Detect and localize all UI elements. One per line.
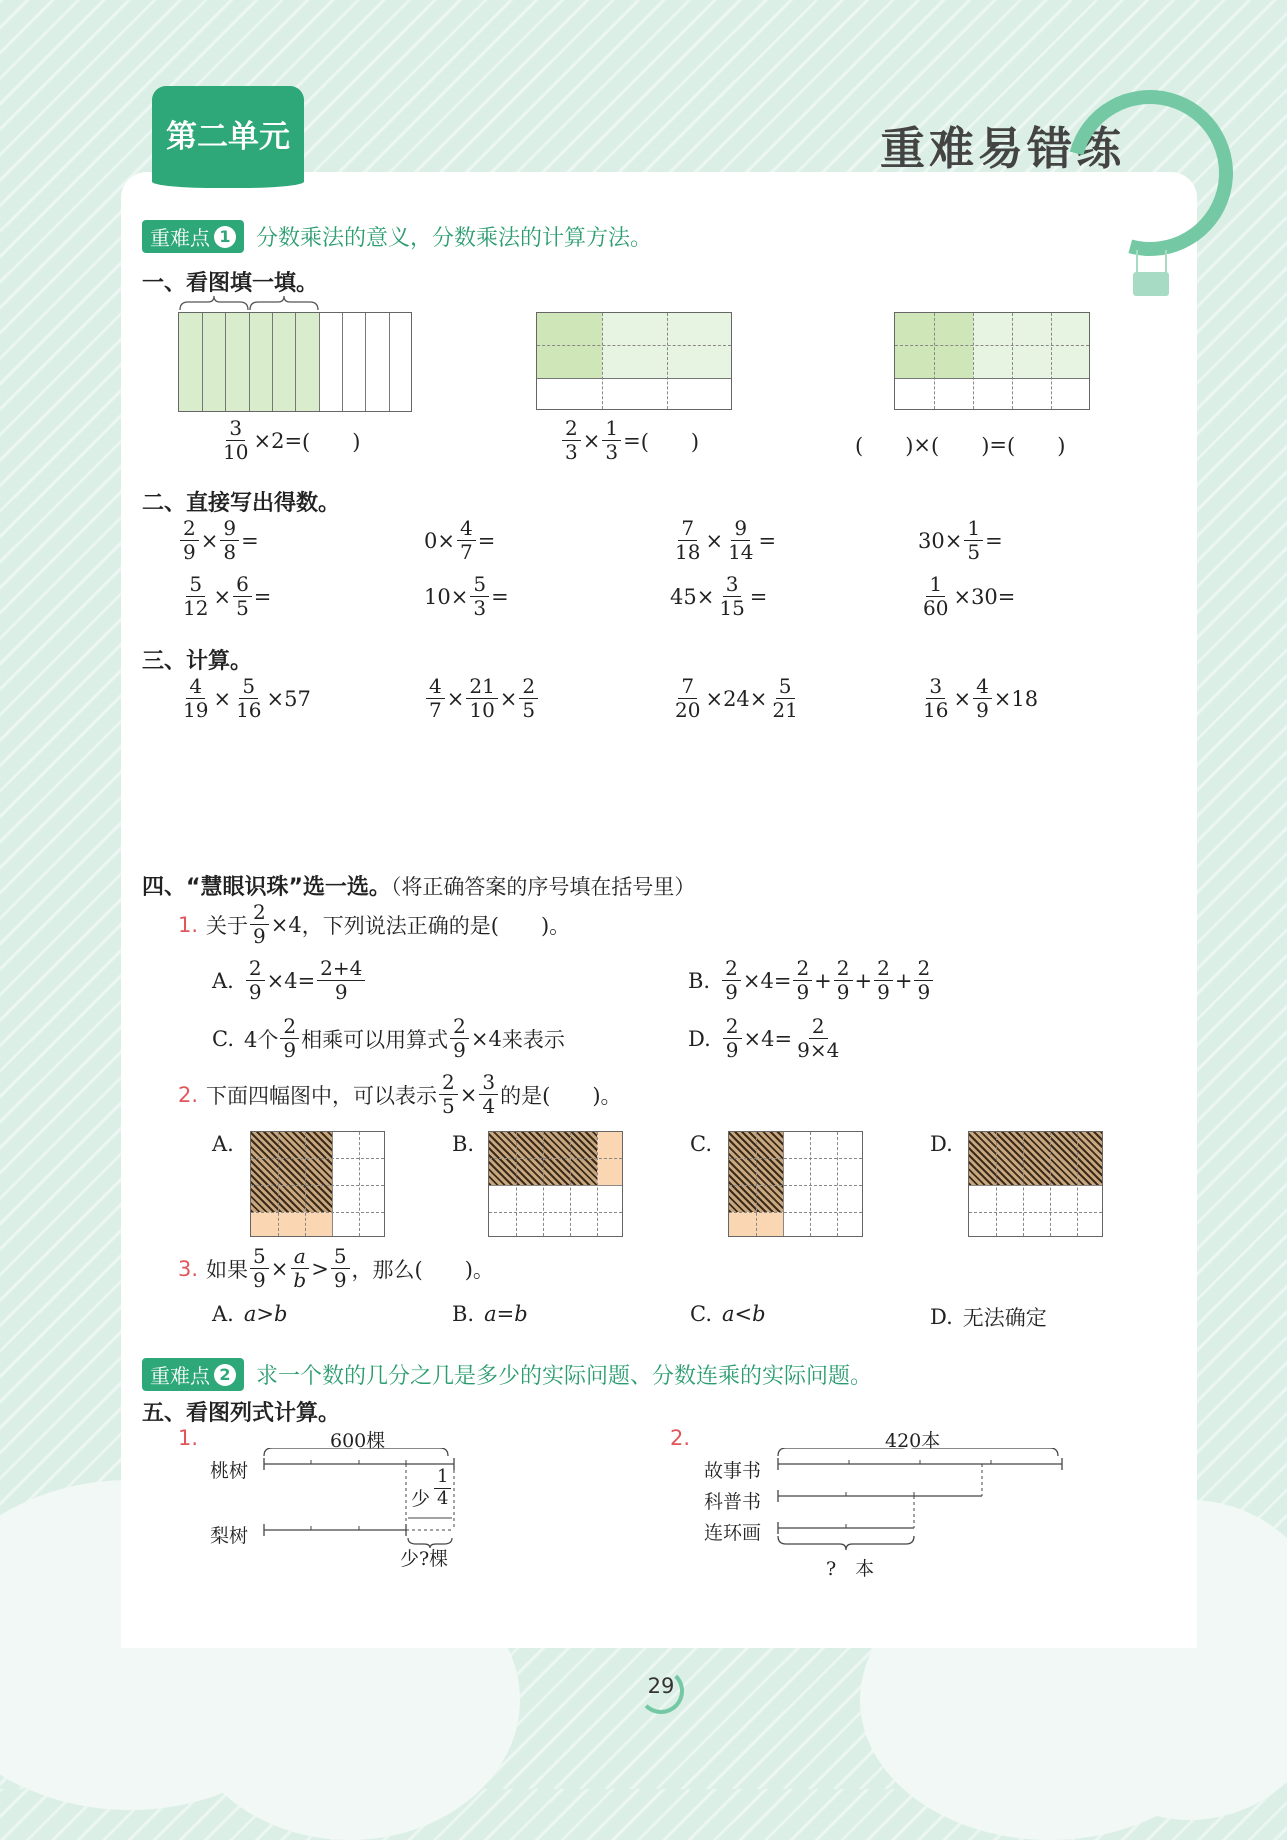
oral-calc-item: 45 × $\frac{3}{15}$ = — [670, 572, 768, 620]
grid-part — [543, 1132, 544, 1236]
option-d[interactable]: D. $\frac{2}{9}$ × 4 = $\frac{2}{9\times 4}$ — [688, 1016, 844, 1061]
badge-number: 1 — [214, 226, 236, 248]
fraction: $\frac{2}{9}$ — [874, 958, 893, 1003]
fraction: $\frac{2}{3}$ — [562, 418, 581, 463]
grid-part — [810, 1132, 811, 1236]
grid-part — [305, 1132, 306, 1236]
grid-part — [272, 313, 273, 411]
fraction: $\frac{2}{9\times 4}$ — [797, 1014, 840, 1062]
page-title: 重难易错练 — [880, 122, 1126, 175]
grid-part — [359, 1132, 360, 1236]
fraction: $\frac{9}{8}$ — [220, 518, 239, 563]
story-book-label: 故事书 — [704, 1460, 762, 1482]
fraction: $\frac{3}{10}$ — [223, 416, 249, 464]
grid-part — [597, 1132, 598, 1236]
question-4-2: 2. 下面四幅图中，可以表示 $\frac{2}{5}$ × $\frac{3}{4}$ 的是( )。 — [178, 1070, 622, 1118]
fraction: $\frac{5}{3}$ — [470, 574, 489, 619]
key-point-2 — [142, 1358, 872, 1391]
fraction: $\frac{6}{5}$ — [233, 574, 252, 619]
fraction: $\frac{2}{9}$ — [723, 1016, 742, 1061]
oral-calc-item: 30 × $\frac{1}{5}$ = — [918, 516, 1003, 564]
figure-grid-fifths — [894, 312, 1090, 410]
calc-item: $\frac{4}{7}$ × $\frac{21}{10}$ × $\frac{2}{5}$ — [424, 676, 540, 721]
oral-calc-item: $\frac{5}{12}$ × $\frac{6}{5}$ = — [178, 574, 271, 619]
grid-part — [489, 1212, 622, 1213]
option-d-figure[interactable] — [968, 1131, 1103, 1237]
balloon-rope — [1136, 250, 1138, 274]
fraction: $\frac{2+4}{9}$ — [317, 958, 365, 1003]
grid-part — [202, 313, 203, 411]
option-a[interactable]: A. $\frac{2}{9}$ × 4 = $\frac{2+4}{9}$ — [212, 958, 367, 1003]
fraction: $\frac{2}{9}$ — [250, 902, 269, 947]
fraction: $\frac{1}{3}$ — [602, 418, 621, 463]
fill-equation-2: $\frac{2}{3}$ × $\frac{1}{3}$ = ( ) — [560, 418, 699, 463]
grid-part — [225, 313, 226, 411]
section-5-title: 五、看图列式计算。 — [142, 1401, 341, 1426]
grid-part — [1051, 313, 1052, 409]
comic-book-label: 连环画 — [704, 1522, 762, 1544]
fraction: $\frac{3}{16}$ — [923, 674, 949, 722]
total-label: 420本 — [885, 1430, 941, 1452]
grid-part — [389, 313, 390, 411]
peach-tree-label: 桃树 — [210, 1460, 249, 1482]
fraction: $\frac{2}{9}$ — [793, 958, 812, 1003]
grid-part — [251, 1132, 332, 1212]
grid-part — [249, 313, 250, 411]
calc-item: $\frac{4}{19}$ × $\frac{5}{16}$ × 57 — [178, 676, 311, 721]
grid-part — [278, 1132, 279, 1236]
grid-part — [537, 345, 731, 346]
grid-part — [756, 1132, 757, 1236]
option-c[interactable]: C. a < b — [690, 1302, 766, 1326]
page-number: 29 — [647, 1674, 675, 1698]
tree-bar-diagram — [258, 1448, 468, 1548]
fraction: $\frac{5}{9}$ — [250, 1246, 269, 1291]
fraction: $\frac{5}{16}$ — [236, 674, 262, 722]
balloon-rope — [1165, 250, 1167, 274]
fraction: $\frac{a}{b}$ — [290, 1246, 309, 1291]
brace-marks — [178, 296, 328, 314]
answer-blank[interactable]: ( ) — [302, 429, 361, 454]
fraction: $\frac{2}{9}$ — [722, 958, 741, 1003]
question-label: 少?棵 — [400, 1548, 449, 1570]
grid-part — [895, 378, 1089, 379]
question-label: ? 本 — [826, 1558, 875, 1580]
unit-tab — [152, 86, 304, 180]
pear-tree-label: 梨树 — [210, 1525, 249, 1547]
calc-item: $\frac{7}{20}$ × 24 × $\frac{5}{21}$ — [670, 676, 803, 721]
answer-blank[interactable]: ( ) — [931, 434, 990, 458]
fraction: $\frac{5}{21}$ — [772, 674, 798, 722]
grid-part — [516, 1132, 517, 1236]
fraction: $\frac{1}{5}$ — [964, 518, 983, 563]
grid-part — [969, 1132, 1103, 1185]
fraction: $\frac{4}{19}$ — [183, 674, 209, 722]
fill-equation-1: $\frac{3}{10}$ × 2 = ( ) — [218, 418, 360, 463]
fraction: $\frac{4}{7}$ — [426, 676, 445, 721]
problem-5-1-number: 1. — [178, 1426, 199, 1450]
grid-part — [251, 1212, 384, 1213]
grid-part — [969, 1212, 1102, 1213]
grid-part — [251, 1158, 384, 1159]
option-b-figure[interactable] — [488, 1131, 623, 1237]
fraction: $\frac{2}{9}$ — [834, 958, 853, 1003]
badge-label: 重难点 — [150, 1364, 210, 1388]
grid-part — [934, 313, 935, 409]
fraction: $\frac{7}{18}$ — [675, 516, 701, 564]
grid-part — [537, 378, 731, 379]
option-d-label[interactable]: D. — [930, 1132, 953, 1156]
key-point-text: 分数乘法的意义，分数乘法的计算方法。 — [256, 226, 653, 251]
fraction: $\frac{2}{9}$ — [914, 958, 933, 1003]
grid-part — [996, 1132, 997, 1236]
grid-part — [332, 1132, 333, 1236]
oral-calc-item: 0 × $\frac{4}{7}$ = — [424, 516, 496, 564]
fraction: $\frac{5}{9}$ — [331, 1246, 350, 1291]
grid-part — [251, 1212, 332, 1237]
key-point-text: 求一个数的几分之几是多少的实际问题、分数连乘的实际问题。 — [256, 1364, 873, 1389]
badge-number: 2 — [214, 1364, 236, 1386]
fraction: $\frac{5}{12}$ — [183, 572, 209, 620]
grid-part — [1023, 1132, 1024, 1236]
fraction: $\frac{9}{14}$ — [728, 516, 754, 564]
grid-part — [342, 313, 343, 411]
science-book-label: 科普书 — [704, 1491, 762, 1513]
oral-calc-item: $\frac{2}{9}$ × $\frac{9}{8}$ = — [178, 518, 259, 563]
option-c-label[interactable]: C. — [690, 1132, 712, 1156]
fraction: $\frac{2}{5}$ — [519, 676, 538, 721]
total-label: 600棵 — [330, 1430, 386, 1452]
grid-part — [1077, 1132, 1078, 1236]
grid-part — [1050, 1132, 1051, 1236]
grid-part — [895, 345, 1089, 346]
key-point-badge — [142, 1358, 244, 1391]
grid-part — [973, 313, 974, 409]
section-1-title: 一、看图填一填。 — [142, 271, 319, 296]
fraction: $\frac{4}{7}$ — [457, 518, 476, 563]
question-4-1: 1. 关于 $\frac{2}{9}$ × 4 ，下列说法正确的是( )。 — [178, 900, 571, 948]
option-a-figure[interactable] — [250, 1131, 385, 1237]
problem-5-2-number: 2. — [670, 1426, 691, 1450]
fraction: $\frac{7}{20}$ — [675, 674, 701, 722]
answer-blank[interactable]: ( ) — [855, 434, 914, 458]
fraction: $\frac{3}{4}$ — [479, 1072, 498, 1117]
grid-part — [729, 1212, 862, 1213]
option-d[interactable]: D. 无法确定 — [930, 1305, 1047, 1330]
grid-part — [969, 1185, 1102, 1186]
grid-part — [1012, 313, 1013, 409]
section-3-title: 三、计算。 — [142, 649, 253, 674]
calc-item: $\frac{3}{16}$ × $\frac{4}{9}$ × 18 — [918, 676, 1038, 721]
section-2-title: 二、直接写出得数。 — [142, 491, 341, 516]
oral-calc-item: $\frac{7}{18}$ × $\frac{9}{14}$ = — [670, 518, 776, 563]
grid-part — [602, 313, 603, 409]
fraction: $\frac{2}{9}$ — [450, 1016, 469, 1061]
book-bar-diagram — [770, 1448, 1070, 1558]
section-4-title: 四、“慧眼识珠”选一选。（将正确答案的序号填在括号里） — [142, 875, 696, 900]
grid-part — [489, 1185, 622, 1186]
oral-calc-item: 10 × $\frac{5}{3}$ = — [424, 572, 509, 620]
option-b[interactable]: B. a = b — [452, 1302, 528, 1326]
figure-grid-thirds — [536, 312, 732, 410]
grid-part — [729, 1158, 862, 1159]
grid-part — [319, 313, 320, 411]
fraction: $\frac{21}{10}$ — [466, 676, 497, 721]
figure-strip-tenths — [178, 312, 412, 412]
fraction: $\frac{2}{9}$ — [280, 1016, 299, 1061]
grid-part — [783, 1132, 784, 1236]
fraction: $\frac{1}{4}$ — [434, 1468, 451, 1509]
fill-equation-3: ( ) × ( ) = ( ) — [855, 430, 1065, 460]
grid-part — [837, 1132, 838, 1236]
grid-part — [365, 313, 366, 411]
grid-part — [570, 1132, 571, 1236]
less-label: 少 — [411, 1488, 431, 1510]
answer-blank[interactable]: ( ) — [640, 429, 700, 454]
grid-part — [667, 313, 668, 409]
key-point-badge — [142, 220, 244, 253]
option-c-figure[interactable] — [728, 1131, 863, 1237]
fraction: $\frac{2}{5}$ — [439, 1072, 458, 1117]
fraction: $\frac{2}{9}$ — [180, 518, 199, 563]
option-a[interactable]: A. a > b — [212, 1302, 288, 1326]
answer-blank[interactable]: ( ) — [1007, 434, 1066, 458]
option-c[interactable]: C. 4个 $\frac{2}{9}$ 相乘可以用算式 $\frac{2}{9}$ × 4 来表示 — [212, 1014, 565, 1062]
unit-label: 第二单元 — [166, 118, 290, 155]
grid-part — [251, 1185, 384, 1186]
fraction: $\frac{1}{60}$ — [923, 572, 949, 620]
oral-calc-item: $\frac{1}{60}$ × 30 = — [918, 574, 1015, 619]
question-4-3: 3. 如果 $\frac{5}{9}$ × $\frac{a}{b}$ > $\frac{5}{9}$ ，那么( )。 — [178, 1244, 494, 1292]
fraction: $\frac{3}{15}$ — [719, 572, 745, 620]
fraction: $\frac{4}{9}$ — [973, 676, 992, 721]
fraction: $\frac{2}{9}$ — [246, 958, 265, 1003]
option-b[interactable]: B. $\frac{2}{9}$ × 4 = $\frac{2}{9}$ + $\frac{2}{9}$ + $\frac{2}{9}$ + $\frac{2}{9}$ — [688, 958, 935, 1003]
badge-label: 重难点 — [150, 226, 210, 250]
option-b-label[interactable]: B. — [452, 1132, 475, 1156]
grid-part — [295, 313, 296, 411]
grid-part — [489, 1158, 622, 1159]
option-a-label[interactable]: A. — [212, 1132, 234, 1156]
balloon-basket-icon — [1133, 272, 1169, 296]
grid-part — [729, 1185, 862, 1186]
key-point-1 — [142, 220, 652, 253]
